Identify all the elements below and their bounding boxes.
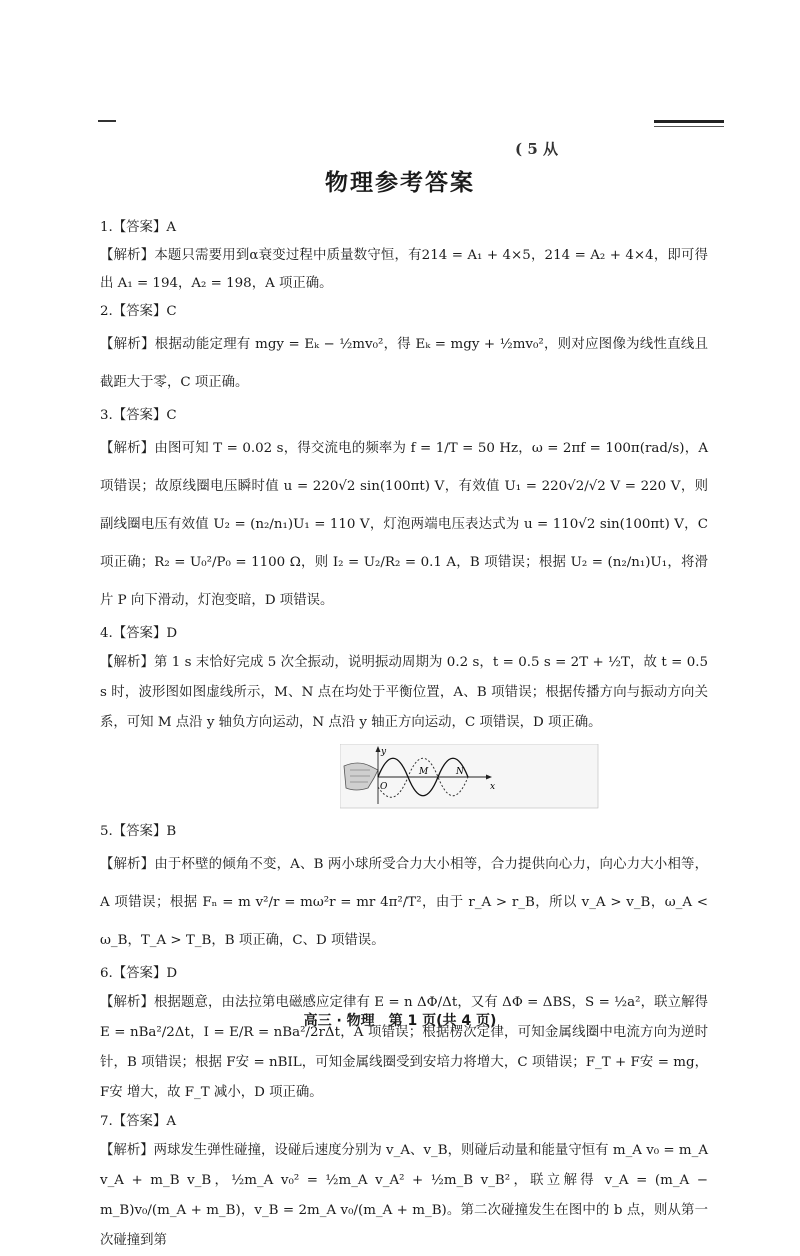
top-rule-left <box>98 120 116 122</box>
answer-item-4 <box>100 620 708 816</box>
answer-label: 2.【答案】C <box>100 304 177 319</box>
answer-item-1 <box>100 214 708 298</box>
answer-label: 5.【答案】B <box>100 824 177 839</box>
scan-artifact-text: ( 5 从 <box>515 140 558 158</box>
answer-item-7 <box>100 1108 708 1256</box>
answer-item-5 <box>100 818 708 960</box>
answer-item-2 <box>100 298 708 402</box>
answer-label: 3.【答案】C <box>100 408 177 423</box>
origin-label: O <box>380 782 388 792</box>
wave-figure <box>100 744 708 816</box>
answer-label: 1.【答案】A <box>100 220 177 235</box>
point-m-label: M <box>419 767 429 777</box>
answer-list <box>100 214 708 1256</box>
point-n-label: N <box>456 767 464 777</box>
page-title: 物理参考答案 <box>325 170 475 196</box>
answer-explanation: 【解析】由于杯壁的倾角不变，A、B 两小球所受合力大小相等，合力提供向心力，向心力大小相等，A 项错误；根据 Fₙ = m v²/r = mω²r = mr 4π²/T²，由于 r_A > r_B，所以 v_A > v_B，ω_A < ω_B，T_A > T_B，B 项正确，C、D 项错误。 <box>100 857 708 948</box>
answer-label: 6.【答案】D <box>100 966 178 981</box>
top-rule-right <box>654 120 724 123</box>
answer-explanation: 【解析】本题只需要用到α衰变过程中质量数守恒，有214 = A₁ + 4×5，214 = A₂ + 4×4，即可得出 A₁ = 194，A₂ = 198，A 项正确。 <box>100 248 708 291</box>
answer-explanation: 【解析】两球发生弹性碰撞，设碰后速度分别为 v_A、v_B，则碰后动量和能量守恒有 m_A v₀ = m_A v_A + m_B v_B，½m_A v₀² = ½m_A v_A² + ½m_B v_B²，联立解得 v_A = (m_A − m_B)v₀/(m_A + m_B)，v_B = 2m_A v₀/(m_A + m_B)。第二次碰撞发生在图中的 b 点，则从第一次碰撞到第 <box>100 1143 708 1248</box>
answer-explanation: 【解析】根据动能定理有 mgy = Eₖ − ½mv₀²，得 Eₖ = mgy + ½mv₀²，则对应图像为线性直线且截距大于零，C 项正确。 <box>100 337 708 390</box>
answer-explanation: 【解析】根据题意，由法拉第电磁感应定律有 E = n ΔΦ/Δt，又有 ΔΦ = ΔBS，S = ½a²，联立解得 E = nBa²/2Δt，I = E/R = nBa²/2rΔt，A 项错误；根据楞次定律，可知金属线圈中电流方向为逆时针，B 项错误；根据 F安 = nBIL，可知金属线圈受到安培力将增大，C 项错误；F_T + F安 = mg，F安 增大，故 F_T 减小，D 项正确。 <box>100 995 708 1100</box>
x-axis-label: x <box>490 782 496 792</box>
answer-label: 7.【答案】A <box>100 1114 177 1129</box>
answer-label: 4.【答案】D <box>100 626 178 641</box>
answer-explanation: 【解析】由图可知 T = 0.02 s，得交流电的频率为 f = 1/T = 50 Hz，ω = 2πf = 100π(rad/s)，A 项错误；故原线圈电压瞬时值 u = 220√2 sin(100πt) V，有效值 U₁ = 220√2/√2 V = 220 V，则副线圈电压有效值 U₂ = (n₂/n₁)U₁ = 110 V，灯泡两端电压表达式为 u = 110√2 sin(100πt) V，C 项正确；R₂ = U₀²/P₀ = 1100 Ω，则 I₂ = U₂/R₂ = 0.1 A，B 项错误；根据 U₂ = (n₂/n₁)U₁，将滑片 P 向下滑动，灯泡变暗，D 项错误。 <box>100 441 708 608</box>
page-footer: 高三 · 物理 第 1 页(共 4 页) <box>303 1013 497 1029</box>
answer-explanation: 【解析】第 1 s 末恰好完成 5 次全振动，说明振动周期为 0.2 s，t = 0.5 s = 2T + ½T，故 t = 0.5 s 时，波形图如图虚线所示，M、N 点在均处于平衡位置，A、B 项错误；根据传播方向与振动方向关系，可知 M 点沿 y 轴负方向运动，N 点沿 y 轴正方向运动，C 项错误，D 项正确。 <box>100 655 708 730</box>
answer-item-6 <box>100 960 708 1108</box>
wave-diagram <box>340 744 600 810</box>
y-axis-label: y <box>381 747 387 757</box>
answer-item-3 <box>100 402 708 620</box>
top-rule-right-thin <box>654 126 724 127</box>
